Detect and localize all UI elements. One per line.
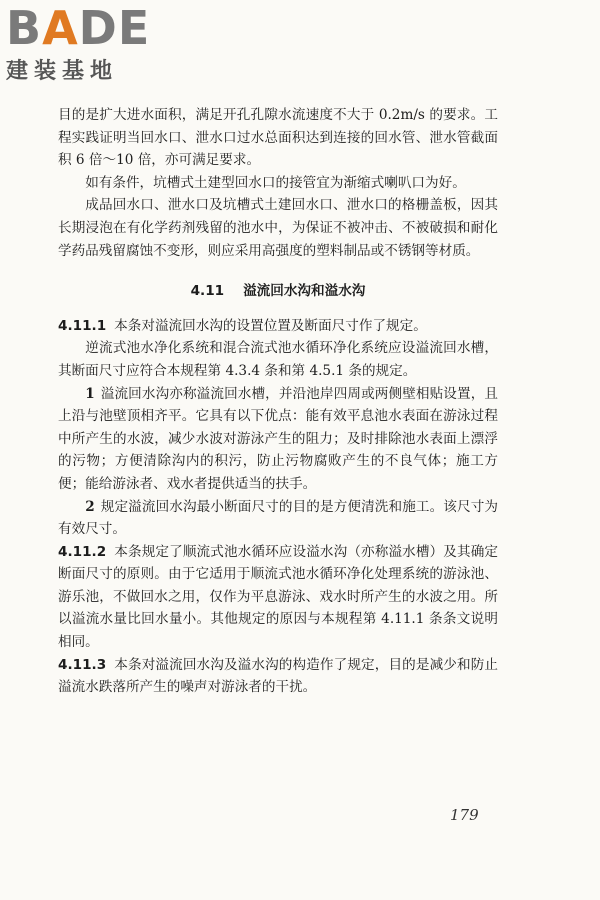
item-text: 溢流回水沟亦称溢流回水槽，并沿池岸四周或两侧壁相贴设置，且上沿与池壁顶相齐平。它具有以下优点：能有效平息池水表面在游泳过程中所产生的水波，减少水波对游泳产生的阻力；及时排除池水表面上漂浮的污物；方便清除沟内的积污，防止污物腐败产生的不良气体；施工方便；能给游泳者、戏水者提供适当的扶手。	[58, 385, 498, 492]
logo-subtitle: 建装基地	[6, 59, 119, 84]
clause	[58, 315, 498, 338]
item-text: 规定溢流回水沟最小断面尺寸的目的是方便清洗和施工。该尺寸为有效尺寸。	[58, 498, 498, 538]
section-number: 4.11	[190, 283, 225, 300]
page-number: 179	[450, 806, 479, 824]
logo-mark	[6, 1, 176, 55]
item-number: 2	[85, 498, 95, 515]
clause-text: 本条对溢流回水沟及溢水沟的构造作了规定，目的是减少和防止溢流水跌落所产生的噪声对游泳者的干扰。	[58, 656, 498, 696]
list-item	[58, 496, 498, 541]
document-body	[58, 104, 498, 699]
clause-number: 4.11.2	[58, 543, 107, 560]
clause-text: 本条对溢流回水沟的设置位置及断面尺寸作了规定。	[114, 317, 427, 334]
clause	[58, 541, 498, 654]
clause-number: 4.11.1	[58, 317, 107, 334]
paragraph: 如有条件，坑槽式土建型回水口的接管宜为渐缩式喇叭口为好。	[85, 174, 466, 191]
clause-number: 4.11.3	[58, 656, 107, 673]
logo-mark-suffix: DE	[78, 1, 151, 55]
item-number: 1	[85, 385, 95, 402]
section-heading	[58, 280, 498, 303]
logo-mark-prefix: B	[6, 1, 43, 55]
clause	[58, 654, 498, 699]
logo-mark-accent: A	[42, 1, 79, 55]
list-item	[58, 383, 498, 496]
paragraph: 成品回水口、泄水口及坑槽式土建回水口、泄水口的格栅盖板，因其长期浸泡在有化学药剂残留的池水中，为保证不被冲击、不被破损和耐化学药品残留腐蚀不变形，则应采用高强度的塑料制品或不锈钢等材质。	[58, 197, 498, 259]
clause-text: 本条规定了顺流式池水循环应设溢水沟（亦称溢水槽）及其确定断面尺寸的原则。由于它适用于顺流式池水循环净化处理系统的游泳池、游乐池，不做回水之用，仅作为平息游泳、戏水时所产生的水波之用。所以溢流水量比回水量小。其他规定的原因与本规程第 4.11.1 条条文说明相同。	[58, 543, 498, 651]
section-title: 溢流回水沟和溢水沟	[243, 283, 366, 300]
brand-logo	[6, 1, 176, 85]
paragraph: 目的是扩大进水面积，满足开孔孔隙水流速度不大于 0.2m/s 的要求。工程实践证明当回水口、泄水口过水总面积达到连接的回水管、泄水管截面积 6 倍～10 倍，亦可满足要求。	[58, 107, 498, 169]
paragraph: 逆流式池水净化系统和混合流式池水循环净化系统应设溢流回水槽，其断面尺寸应符合本规程第 4.3.4 条和第 4.5.1 条的规定。	[58, 340, 498, 379]
